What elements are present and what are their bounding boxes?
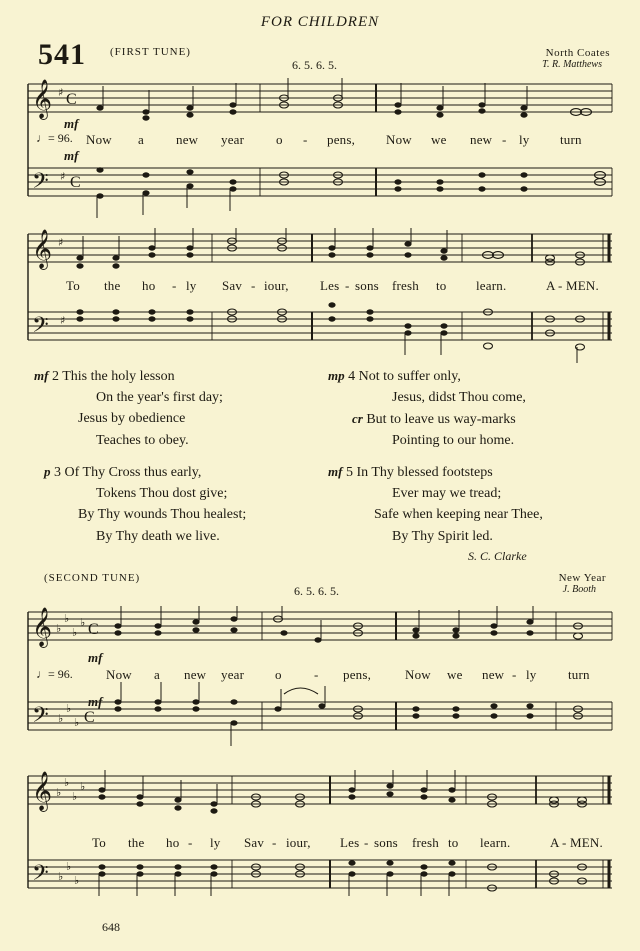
lyric: turn: [568, 667, 590, 682]
lyric: year: [221, 667, 245, 682]
lyric: ho: [166, 835, 180, 850]
verse-number: 2: [51, 369, 59, 384]
lyric: Les: [340, 835, 360, 850]
lyric: -: [272, 835, 277, 850]
lyric: new: [470, 132, 493, 147]
svg-text:♭: ♭: [80, 616, 86, 629]
tune1-dyn-bass: mf: [64, 148, 79, 163]
lyric: a: [154, 667, 160, 682]
verse-line: In Thy blessed footsteps: [356, 465, 493, 480]
verse-dynamic: p: [44, 464, 51, 479]
verse-line: By Thy Spirit led.: [392, 528, 493, 544]
verse-line: Tokens Thou dost give;: [96, 485, 228, 501]
lyric: Sav: [244, 835, 265, 850]
lyric: -: [502, 132, 507, 147]
svg-text:𝄞: 𝄞: [32, 229, 53, 269]
lyric: iour,: [264, 278, 289, 293]
svg-text:C: C: [88, 621, 99, 638]
lyric: A: [550, 835, 560, 850]
lyric: -: [558, 278, 563, 293]
lyric: new: [176, 132, 199, 147]
svg-text:𝄞: 𝄞: [32, 607, 53, 647]
lyric: Now: [106, 667, 132, 682]
lyric: ho: [142, 278, 156, 293]
lyric: sons: [355, 278, 379, 293]
tune1-metronome: ♩= 96.: [36, 131, 73, 145]
lyric: -: [303, 132, 308, 147]
lyric: Les: [320, 278, 340, 293]
svg-text:♭: ♭: [64, 612, 70, 625]
lyric: -: [562, 835, 567, 850]
verse-line: Safe when keeping near Thee,: [374, 507, 543, 522]
lyric: Now: [86, 132, 112, 147]
svg-text:𝄢: 𝄢: [32, 169, 49, 199]
verse-line: On the year's first day;: [96, 389, 223, 405]
svg-text:♯: ♯: [58, 86, 64, 99]
lyric: year: [221, 132, 245, 147]
lyric: to: [448, 835, 459, 850]
svg-text:♭: ♭: [66, 860, 72, 873]
lyric: -: [512, 667, 517, 682]
tune1-meter: 6. 5. 6. 5.: [292, 58, 337, 72]
page-number: 648: [102, 920, 120, 934]
lyric: we: [447, 667, 463, 682]
svg-text:𝄢: 𝄢: [32, 861, 49, 891]
lyric: A: [546, 278, 556, 293]
verse-line: This the holy lesson: [62, 369, 175, 384]
svg-text:♭: ♭: [56, 786, 62, 799]
svg-text:♭: ♭: [66, 702, 72, 715]
lyric: learn.: [476, 278, 507, 293]
lyric: To: [92, 835, 106, 850]
tune2-meter: 6. 5. 6. 5.: [294, 584, 339, 598]
verse-line: Ever may we tread;: [392, 485, 502, 501]
lyric: sons: [374, 835, 398, 850]
svg-text:♭: ♭: [74, 716, 80, 729]
tune2-dyn-treble: mf: [88, 650, 103, 665]
lyric: a: [138, 132, 144, 147]
verse-2: [34, 368, 223, 454]
tune1-name: North Coates: [545, 47, 610, 59]
svg-text:𝄢: 𝄢: [32, 313, 49, 343]
quarter-note-icon: ♩: [36, 667, 48, 681]
hymn-author: S. C. Clarke: [468, 549, 527, 563]
tune2-name: New Year: [558, 572, 606, 584]
verse-line: Jesus, didst Thou come,: [392, 389, 526, 405]
svg-text:♭: ♭: [58, 870, 64, 883]
tune1-system1-staves: [0, 78, 640, 218]
lyric: -: [314, 667, 319, 682]
verse-dynamic: mp: [328, 368, 345, 383]
lyric: To: [66, 278, 80, 293]
svg-text:♯: ♯: [60, 170, 66, 183]
verse-5: [328, 464, 543, 550]
verse-line: Of Thy Cross thus early,: [64, 465, 202, 480]
tune1-system2-staves: [0, 228, 640, 368]
svg-text:♭: ♭: [58, 712, 64, 725]
lyric: learn.: [480, 835, 511, 850]
lyric: ly: [526, 667, 537, 682]
hymn-number: 541: [38, 38, 86, 71]
lyric: Now: [386, 132, 412, 147]
lyric: the: [128, 835, 145, 850]
lyric: pens,: [327, 132, 356, 147]
lyric: ly: [186, 278, 197, 293]
verse-line: Pointing to our home.: [392, 432, 515, 448]
tune1-composer: T. R. Matthews: [542, 59, 602, 70]
lyric: new: [184, 667, 207, 682]
verse-4: [328, 368, 526, 454]
tune2-composer: J. Booth: [562, 584, 596, 595]
svg-text:♭: ♭: [56, 622, 62, 635]
svg-text:♭: ♭: [72, 626, 78, 639]
verse-line: By Thy wounds Thou healest;: [78, 507, 247, 522]
verse-number: 5: [345, 465, 353, 480]
lyric: -: [345, 278, 350, 293]
quarter-note-icon: ♩: [36, 131, 48, 145]
lyric: fresh: [392, 278, 419, 293]
verse-line: By Thy death we live.: [96, 528, 220, 544]
verse-dynamic: mf: [34, 368, 49, 383]
tune2-system1-staves: [0, 606, 640, 756]
svg-text:C: C: [84, 709, 95, 726]
lyric: pens,: [343, 667, 372, 682]
verse-dynamic: cr: [352, 411, 363, 426]
lyric: ly: [519, 132, 530, 147]
tune2-metronome: ♩= 96.: [36, 667, 73, 681]
svg-text:♯: ♯: [60, 314, 66, 327]
svg-text:♭: ♭: [74, 874, 80, 887]
lyric: the: [104, 278, 121, 293]
svg-text:♭: ♭: [72, 790, 78, 803]
lyric: -: [188, 835, 193, 850]
lyric: -: [364, 835, 369, 850]
svg-text:♭: ♭: [80, 780, 86, 793]
tune1-label: (FIRST TUNE): [110, 46, 191, 58]
svg-text:C: C: [70, 174, 81, 191]
lyric: MEN.: [566, 278, 599, 293]
verse-line: Jesus by obedience: [78, 411, 186, 426]
lyric: o: [275, 667, 282, 682]
lyric: fresh: [412, 835, 439, 850]
svg-text:𝄢: 𝄢: [32, 703, 49, 733]
lyric: Sav: [222, 278, 243, 293]
lyric: MEN.: [570, 835, 603, 850]
svg-text:♯: ♯: [58, 236, 64, 249]
lyric: ly: [210, 835, 221, 850]
svg-text:𝄞: 𝄞: [32, 771, 53, 811]
lyric: new: [482, 667, 505, 682]
verse-line: Teaches to obey.: [96, 432, 189, 448]
verse-line: But to leave us way-marks: [366, 412, 516, 427]
verse-dynamic: mf: [328, 464, 343, 479]
lyric: -: [251, 278, 256, 293]
lyric: turn: [560, 132, 582, 147]
tune2-label: (SECOND TUNE): [44, 572, 141, 584]
tune2-dyn-bass: mf: [88, 694, 103, 709]
svg-text:𝄞: 𝄞: [32, 79, 53, 119]
lyric: -: [172, 278, 177, 293]
page-header: FOR CHILDREN: [260, 14, 380, 30]
verse-3: [44, 464, 246, 550]
tune1-dyn-treble: mf: [64, 116, 79, 131]
verse-line: Not to suffer only,: [358, 369, 461, 384]
lyric: Now: [405, 667, 431, 682]
verse-number: 3: [54, 465, 61, 480]
svg-text:C: C: [66, 91, 77, 108]
lyric: o: [276, 132, 283, 147]
lyric: iour,: [286, 835, 311, 850]
verse-number: 4: [348, 369, 356, 384]
lyric: we: [431, 132, 447, 147]
lyric: to: [436, 278, 447, 293]
svg-text:♭: ♭: [64, 776, 70, 789]
